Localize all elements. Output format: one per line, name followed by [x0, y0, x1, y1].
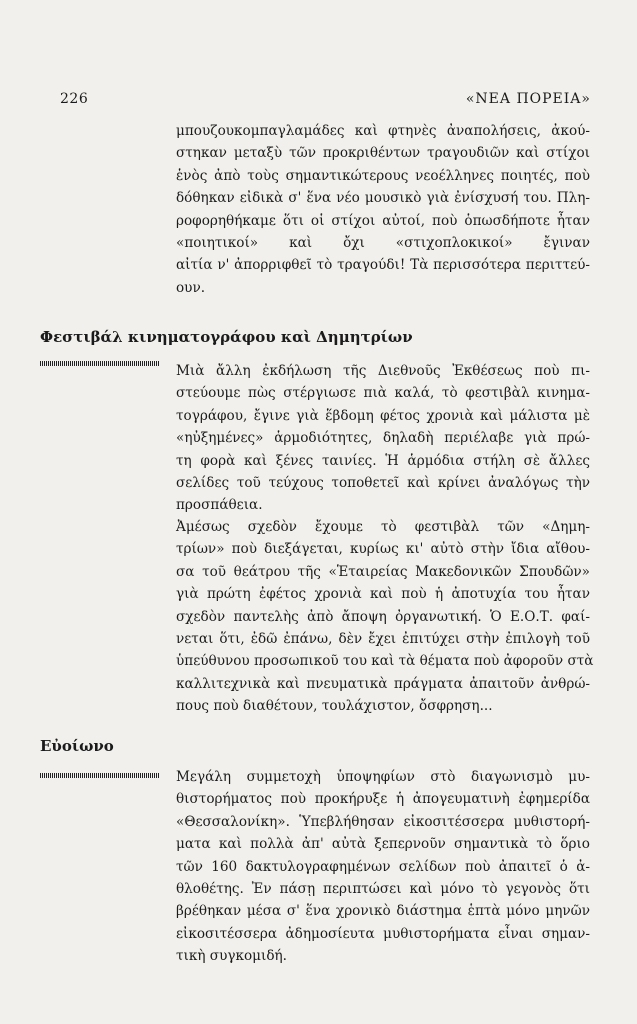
text-line: στεύουμε πὼς στέργιωσε πιὰ καλά, τὸ φεστιβὰλ κινημα- [176, 385, 590, 402]
text-line: δόθηκαν εἰδικὰ σ' ἕνα νέο μουσικὸ γιὰ ἐνίσχυσή του. Πλη- [176, 190, 590, 207]
text-line: τῶν 160 δακτυλογραφημένων σελίδων ποὺ ἀπαιτεῖ ὁ ἀ- [176, 858, 590, 875]
festival-paragraph-2 [176, 516, 594, 718]
text-line: γιὰ πρώτη ἐφέτος χρονιὰ καὶ ποὺ ἡ ἀποτυχία του ἦταν [176, 586, 590, 603]
text-line: τρίων» ποὺ διεξάγεται, κυρίως κι' αὐτὸ στὴν ἴδια αἴθου- [176, 541, 590, 558]
text-line: ὑπεύθυνου προσωπικοῦ του καὶ τὰ θέματα ποὺ ἀφοροῦν στὰ [176, 653, 594, 670]
text-line: «ηὐξημένες» ἁρμοδιότητες, δηλαδὴ περιέλαβε γιὰ πρώ- [176, 430, 590, 447]
page-number: 226 [60, 91, 89, 107]
text-line: τικὴ συγκομιδή. [176, 948, 287, 965]
intro-paragraph [176, 120, 590, 299]
text-line: σχεδὸν παντελὴς ἀπὸ ἄποψη ὀργανωτική. Ὁ Ε.Ο.Τ. φαί- [176, 608, 590, 625]
text-line: ἑνὸς ἀπὸ τοὺς σημαντικώτερους νεοέλληνες ποιητές, ποὺ [176, 167, 590, 184]
text-line: Μεγάλη συμμετοχὴ ὑποψηφίων στὸ διαγωνισμὸ μυ- [176, 769, 590, 785]
text-line: ουν. [176, 279, 206, 296]
text-line: Μιὰ ἄλλη ἐκδήλωση τῆς Διεθνοῦς Ἐκθέσεως ποὺ πι- [176, 363, 590, 379]
section-heading-evoiono: Εὐοίωνο [40, 737, 114, 755]
evoiono-paragraph [176, 766, 590, 968]
text-line: πους ποὺ διαθέτουν, τουλάχιστον, ὄσφρηση... [176, 698, 493, 715]
text-line: στηκαν μεταξὺ τῶν προκριθέντων τραγουδιῶν καὶ στίχοι [176, 145, 590, 162]
text-line: σα τοῦ θεάτρου τῆς «Ἑταιρείας Μακεδονικῶν Σπουδῶν» [176, 563, 590, 580]
text-line: αἰτία ν' ἀπορριφθεῖ τὸ τραγούδι! Τὰ περισσότερα περιττεύ- [176, 257, 590, 274]
text-line: θλοθέτης. Ἐν πάσῃ περιπτώσει καὶ μόνο τὸ γεγονὸς ὅτι [176, 880, 590, 897]
text-line: τογράφου, ἔγινε γιὰ ἕβδομη φέτος χρονιὰ καὶ μάλιστα μὲ [176, 407, 590, 424]
text-line: νεται ὅτι, ἐδῶ ἐπάνω, δὲν ἔχει ἐπιτύχει στὴν ἐπιλογὴ τοῦ [176, 630, 590, 647]
running-head: «ΝΕΑ ΠΟΡΕΙΑ» [465, 91, 591, 107]
text-line: εἰκοσιτέσσερα ἀδημοσίευτα μυθιστορήματα εἶναι σημαν- [176, 925, 590, 942]
text-line: «ποιητικοί» καὶ ὄχι «στιχοπλοκικοί» ἔγιναν [176, 234, 590, 251]
text-line: ματα καὶ πολλὰ ἀπ' αὐτὰ ξεπερνοῦν σημαντικὰ τὸ ὅριο [176, 836, 590, 853]
text-line: καλλιτεχνικὰ καὶ πνευματικὰ πράγματα ἀπαιτοῦν ἀνθρώ- [176, 675, 590, 692]
text-line: προσπάθεια. [176, 497, 263, 514]
text-line: τη φορὰ καὶ ξένες ταινίες. Ἡ ἁρμόδια στήλη σὲ ἄλλες [176, 452, 590, 469]
text-line: ροφορηθήκαμε ὅτι οἱ στίχοι αὐτοί, ποὺ ὁπωσδήποτε ἦταν [176, 212, 590, 229]
text-line: Ἀμέσως σχεδὸν ἔχουμε τὸ φεστιβὰλ τῶν «Δημη- [176, 519, 590, 535]
section-rule-evoiono [40, 773, 160, 778]
section-rule-festival [40, 361, 160, 366]
festival-paragraph-1 [176, 360, 590, 517]
text-line: σελίδες τοῦ τεύχους τοποθετεῖ καὶ κρίνει ἀναλόγως τὴν [176, 474, 590, 491]
text-line: βρέθηκαν μέσα σ' ἕνα χρονικὸ διάστημα ἑπτὰ μόνο μηνῶν [176, 903, 590, 920]
text-line: μπουζουκομπαγλαμάδες καὶ φτηνὲς ἀναπολήσεις, ἀκού- [176, 123, 590, 139]
section-heading-festival: Φεστιβάλ κινηματογράφου καὶ Δημητρίων [40, 328, 413, 346]
text-line: θιστορήματος ποὺ προκήρυξε ἡ ἀπογευματινὴ ἐφημερίδα [176, 791, 590, 808]
text-line: «Θεσσαλονίκη». Ὑπεβλήθησαν εἰκοσιτέσσερα μυθιστορή- [176, 813, 590, 830]
